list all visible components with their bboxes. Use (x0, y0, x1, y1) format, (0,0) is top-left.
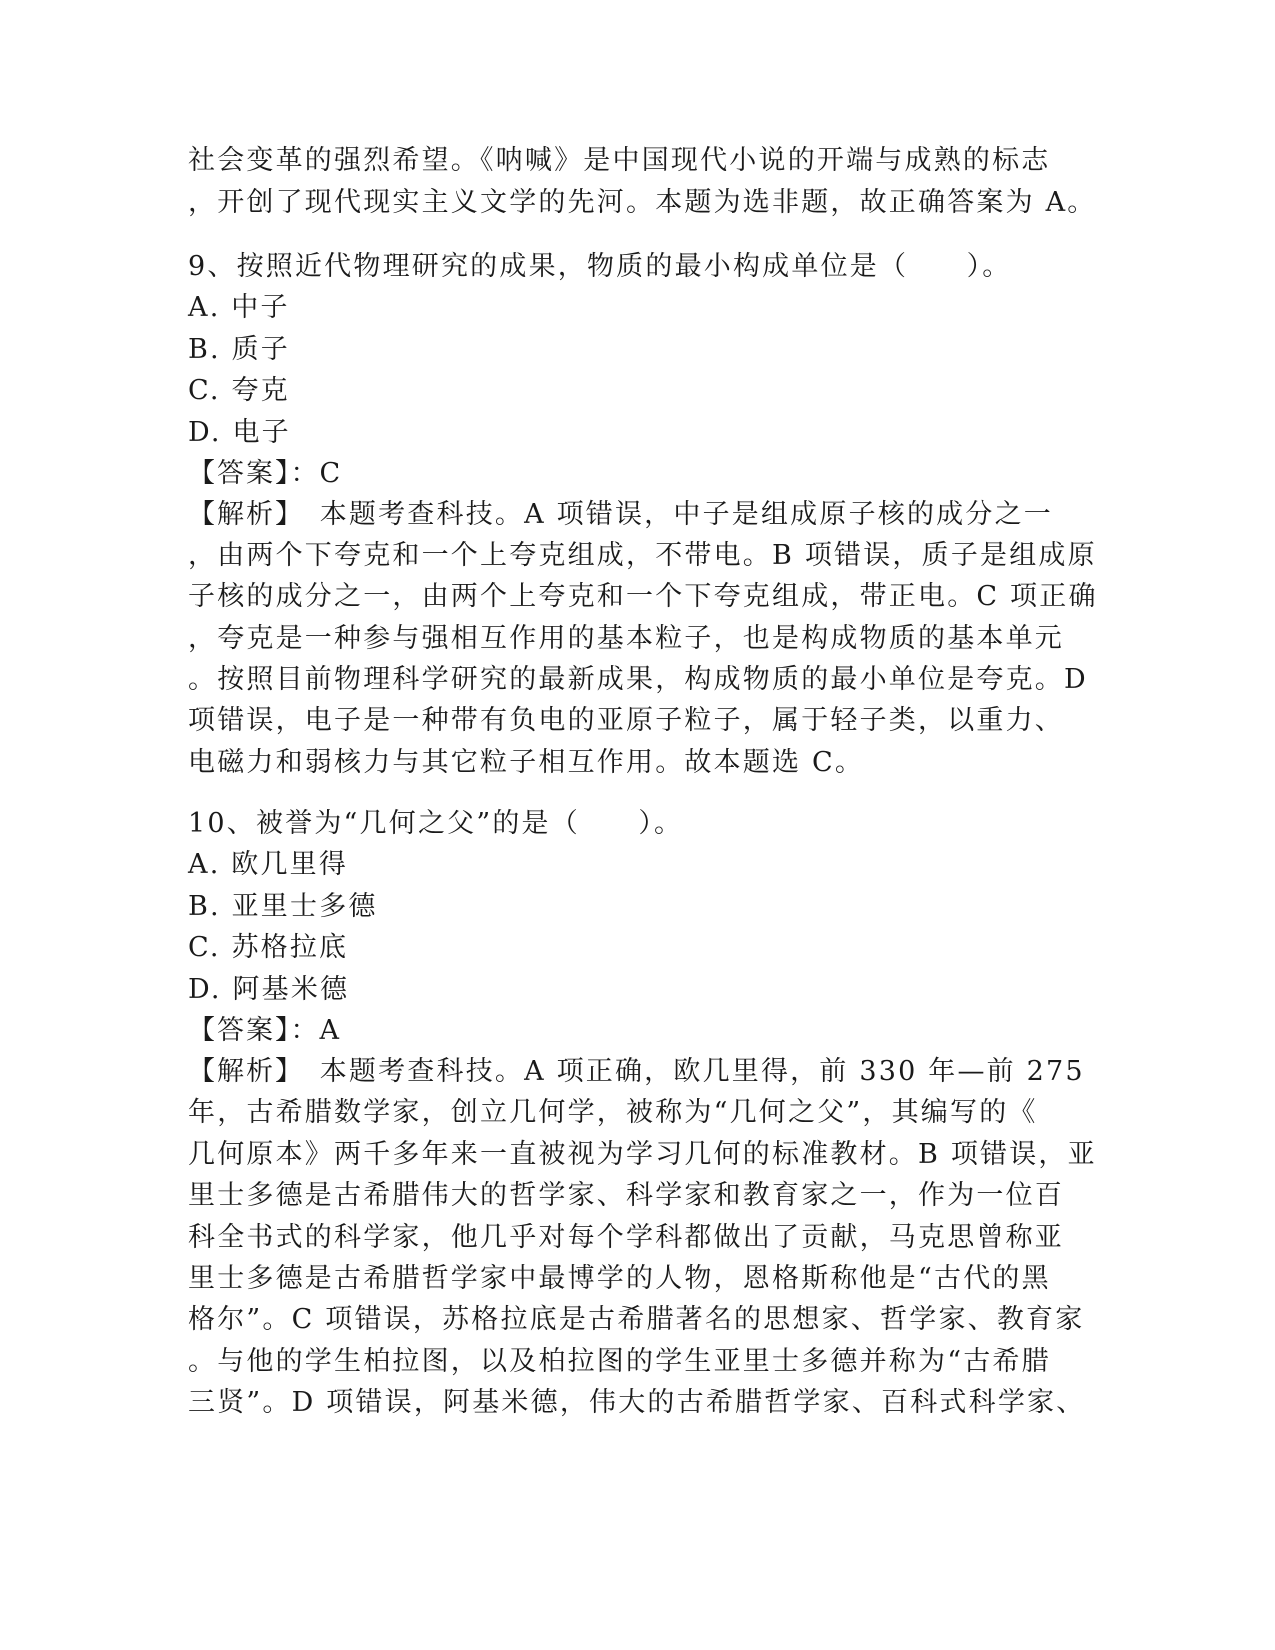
answer-value: A (319, 1015, 342, 1046)
question-10-option-b: B. 亚里士多德 (188, 891, 378, 922)
question-10-analysis-line: 几何原本》两千多年来一直被视为学习几何的标准教材。B 项错误，亚 (188, 1139, 1097, 1170)
question-9-stem: 9、按照近代物理研究的成果，物质的最小构成单位是（ ）。 (188, 251, 1012, 282)
question-10-analysis-line: 年，古希腊数学家，创立几何学，被称为“几何之父”，其编写的《 (188, 1097, 1038, 1128)
question-10-analysis-line: 三贤”。D 项错误，阿基米德，伟大的古希腊哲学家、百科式科学家、 (188, 1387, 1086, 1418)
question-9-option-a: A. 中子 (188, 292, 290, 323)
question-9-option-c: C. 夸克 (188, 375, 290, 406)
question-10-answer (188, 1013, 341, 1049)
analysis-text: 本题考查科技。A 项错误，中子是组成原子核的成分之一 (290, 499, 1053, 530)
question-9-analysis-line: ，由两个下夸克和一个上夸克组成，不带电。B 项错误，质子是组成原 (188, 540, 1097, 571)
question-9-option-d: D. 电子 (188, 417, 291, 448)
answer-value: C (319, 458, 343, 489)
analysis-text: 本题考查科技。A 项正确，欧几里得，前 330 年—前 275 (290, 1056, 1085, 1087)
question-10-option-c: C. 苏格拉底 (188, 932, 349, 963)
question-9-option-b: B. 质子 (188, 334, 291, 365)
analysis-label: 【解析】 (188, 1056, 291, 1087)
question-10-analysis-line: 格尔”。C 项错误，苏格拉底是古希腊著名的思想家、哲学家、教育家 (188, 1304, 1085, 1335)
question-9-analysis-line: 项错误，电子是一种带有负电的亚原子粒子，属于轻子类，以重力、 (188, 705, 1064, 736)
question-9-answer (188, 456, 342, 492)
question-10-analysis-line: 科全书式的科学家，他几乎对每个学科都做出了贡献，马克思曾称亚 (188, 1222, 1064, 1253)
question-9-analysis-line: 电磁力和弱核力与其它粒子相互作用。故本题选 C。 (188, 747, 865, 778)
question-10-option-d: D. 阿基米德 (188, 974, 350, 1005)
continuation-line: 社会变革的强烈希望。《呐喊》是中国现代小说的开端与成熟的标志 (188, 145, 1051, 176)
question-10-analysis-line: 。与他的学生柏拉图，以及柏拉图的学生亚里士多德并称为“古希腊 (188, 1346, 1051, 1377)
question-9-analysis-line: 子核的成分之一，由两个上夸克和一个下夸克组成，带正电。C 项正确 (188, 581, 1098, 612)
question-10-analysis-line: 里士多德是古希腊哲学家中最博学的人物，恩格斯称他是“古代的黑 (188, 1263, 1051, 1294)
question-10-analysis-line (188, 1054, 1085, 1090)
answer-label: 【答案】： (188, 458, 320, 489)
question-9-analysis-line: 。按照目前物理科学研究的最新成果，构成物质的最小单位是夸克。D (188, 664, 1088, 695)
question-10-stem: 10、被誉为“几何之父”的是（ ）。 (188, 808, 684, 839)
question-10-analysis-line: 里士多德是古希腊伟大的哲学家、科学家和教育家之一，作为一位百 (188, 1180, 1064, 1211)
continuation-line: ，开创了现代现实主义文学的先河。本题为选非题，故正确答案为 A。 (188, 187, 1097, 218)
question-9-analysis-line: ，夸克是一种参与强相互作用的基本粒子，也是构成物质的基本单元 (188, 623, 1064, 654)
question-10-option-a: A. 欧几里得 (188, 849, 349, 880)
analysis-label: 【解析】 (188, 499, 291, 530)
question-9-analysis-line (188, 497, 1053, 533)
answer-label: 【答案】： (188, 1015, 320, 1046)
